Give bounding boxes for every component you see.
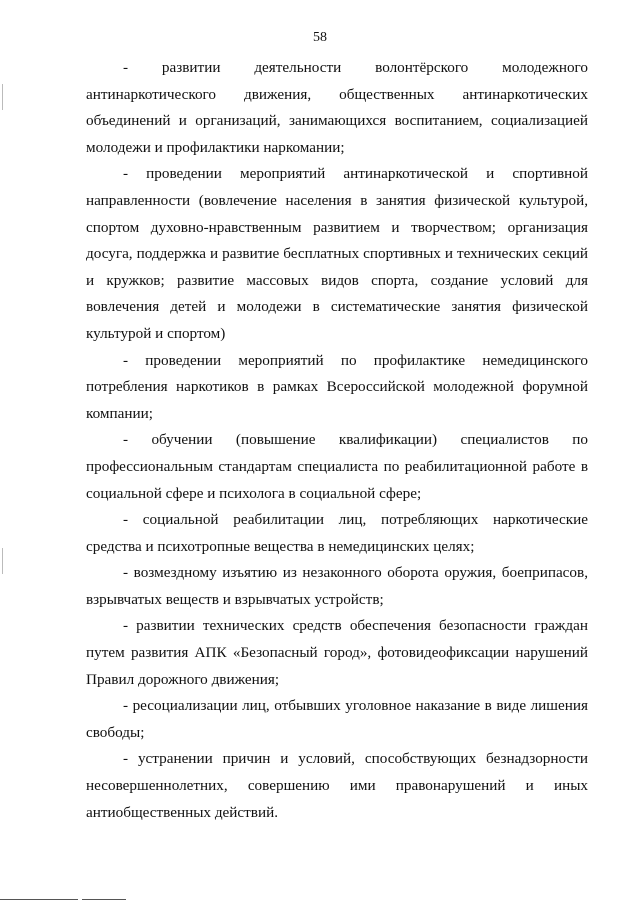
list-item-paragraph: - развитии технических средств обеспечения безопасности граждан путем развития АПК «Безопасный город», фотовидеофиксации нарушений Правил дорожного движения; <box>86 617 588 688</box>
list-item-paragraph: - устранении причин и условий, способствующих безнадзорности несовершеннолетних, совершению ими правонарушений и иных антиобщественных действий. <box>86 750 588 821</box>
scan-margin-mark <box>2 84 3 110</box>
list-item-paragraph: - социальной реабилитации лиц, потребляющих наркотические средства и психотропные вещества в немедицинских целях; <box>86 511 588 555</box>
list-item-paragraph: - возмездному изъятию из незаконного оборота оружия, боеприпасов, взрывчатых веществ и взрывчатых устройств; <box>86 564 588 608</box>
list-item-paragraph: - проведении мероприятий по профилактике немедицинского потребления наркотиков в рамках Всероссийской молодежной форумной компании; <box>86 351 588 422</box>
list-item-paragraph: - обучении (повышение квалификации) специалистов по профессиональным стандартам специалиста по реабилитационной работе в социальной сфере и психолога в социальной сфере; <box>86 431 588 502</box>
list-item-paragraph: - ресоциализации лиц, отбывших уголовное наказание в виде лишения свободы; <box>86 697 588 741</box>
list-item-paragraph: - развитии деятельности волонтёрского молодежного антинаркотического движения, общественных антинаркотических объединений и организаций, занимающихся воспитанием, социализацией молодежи и профилактики наркомании; <box>86 59 588 156</box>
document-body <box>86 55 588 826</box>
page-number: 58 <box>313 30 327 45</box>
list-item-paragraph: - проведении мероприятий антинаркотической и спортивной направленности (вовлечение населения в занятия физической культурой, спортом духовно-нравственным развитием и творчеством; организация досуга, поддержка и развитие бесплатных спортивных и технических секций и кружков; развитие массовых видов спорта, создание условий для вовлечения детей и молодежи в систематические занятия физической культурой и спортом) <box>86 165 588 342</box>
scan-margin-mark <box>2 548 3 574</box>
footer-rule <box>0 899 78 900</box>
footer-rule <box>82 899 126 900</box>
